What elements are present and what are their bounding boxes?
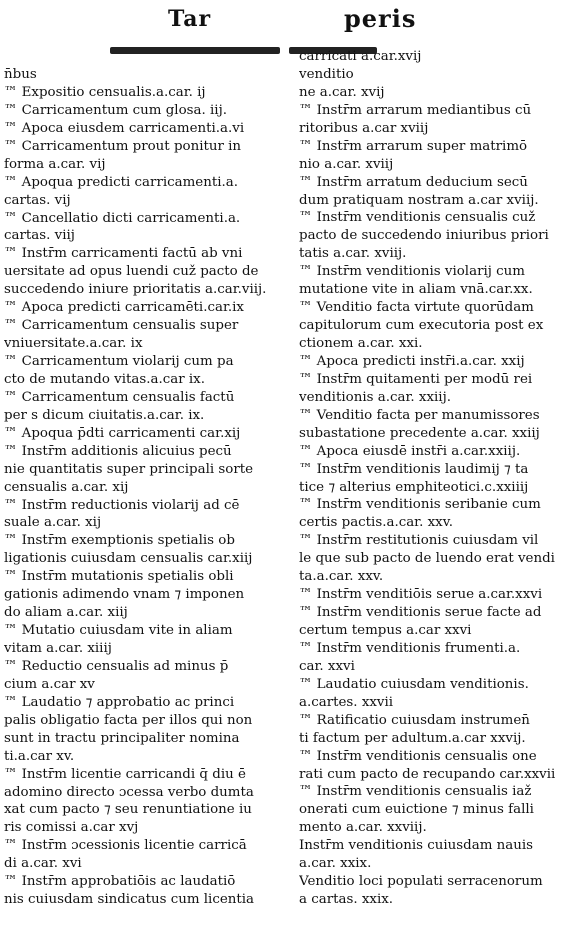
index-line: ™ Instr̄m quitamenti per modū rei (299, 371, 533, 387)
index-line: ligationis cuiusdam censualis car.xiij (4, 551, 253, 567)
index-line: ™ Mutatio cuiusdam vite in aliam (4, 623, 233, 639)
index-line: nio a.car. xviij (299, 156, 394, 172)
index-line: ta.a.car. xxv. (299, 569, 384, 585)
header-left: Tar (168, 6, 212, 32)
index-line: capitulorum cum executoria post ex (299, 318, 544, 334)
index-line: ™ Instr̄m venditiōis serue a.car.xxvi (299, 587, 543, 603)
index-line: n̄bus (4, 67, 37, 82)
index-line: a.cartes. xxvii (299, 694, 394, 710)
index-line: ™ Instr̄m venditionis seribanie cum (299, 497, 541, 513)
index-line: vniuersitate.a.car. ix (4, 336, 143, 352)
index-line: venditio (299, 66, 354, 82)
ink-smear (110, 47, 280, 54)
index-line: ™ Ratificatio cuiusdam instrumen̄ (299, 712, 530, 728)
header-right: peris (344, 4, 417, 33)
index-line: ™ Venditio facta virtute quorūdam (299, 300, 534, 316)
index-line: Venditio loci populati serracenorum (299, 874, 543, 890)
index-line: succedendo iniure prioritatis a.car.viij. (4, 282, 267, 298)
index-line: a cartas. xxix. (299, 892, 394, 908)
index-line: ™ Expositio censualis.a.car. ij (4, 84, 206, 100)
index-line: ™ Instr̄m reductionis violarij ad cē (4, 497, 240, 513)
index-line: pacto de succedendo iniuribus priori (299, 228, 549, 244)
index-line: ™ Instr̄m ɔcessionis licentie carricā (4, 838, 247, 854)
index-line: ™ Instr̄m licentie carricandi q̄ diu ē (4, 766, 246, 782)
index-line: ritoribus a.car xviij (299, 120, 429, 136)
index-line: certum tempus a.car xxvi (299, 623, 472, 638)
index-line: adomino directo ɔcessa verbo dumta (4, 784, 254, 800)
index-line: car. xxvi (299, 658, 355, 674)
index-line: ™ Instr̄m arrarum super matrimō (299, 138, 528, 154)
index-line: carricati a.car.xvij (299, 49, 422, 64)
index-line: ™ Instr̄m exemptionis spetialis ob (4, 533, 235, 549)
index-line: ™ Instr̄m venditionis censualis iaž (299, 784, 532, 800)
index-line: Instr̄m venditionis cuiusdam nauis (299, 838, 534, 854)
index-line: xat cum pacto ⁊ seu renuntiatione iu (4, 802, 252, 818)
index-line: ™ Instr̄m approbatiōis ac laudatiō (4, 874, 236, 890)
index-line: cium a.car xv (4, 676, 95, 692)
index-line: ™ Instr̄m arratum deducium secū (299, 174, 528, 190)
index-line: ™ Instr̄m venditionis censualis one (299, 748, 537, 764)
index-line: nie quantitatis super principali sorte (4, 461, 254, 477)
index-line: le que sub pacto de luendo erat vendi (299, 551, 555, 567)
index-line: mutatione vite in aliam vnā.car.xx. (299, 282, 533, 298)
index-line: cto de mutando vitas.a.car ix. (4, 371, 205, 387)
index-line: ne a.car. xvij (299, 84, 385, 100)
index-line: venditionis a.car. xxiij. (299, 389, 451, 405)
index-line: ™ Instr̄m venditionis laudimij ⁊ ta (299, 461, 529, 477)
index-line: gationis adimendo vnam ⁊ imponen (4, 587, 245, 603)
index-line: forma a.car. vij (4, 156, 106, 172)
index-line: ti factum per adultum.a.car xxvij. (299, 730, 526, 746)
index-line: di a.car. xvi (4, 856, 82, 872)
index-line: palis obligatio facta per illos qui non (4, 712, 253, 728)
index-line: rati cum pacto de recupando car.xxvii (299, 766, 556, 782)
left-column (4, 66, 280, 909)
index-line: ™ Apoqua predicti carricamenti.a. (4, 174, 239, 190)
index-line: ™ Instr̄m carricamenti factū ab vni (4, 246, 243, 262)
index-line: cartas. viij (4, 228, 75, 244)
index-line: onerati cum euictione ⁊ minus falli (299, 802, 534, 818)
index-line: subastatione precedente a.car. xxiij (299, 425, 540, 441)
index-line: ™ Carricamentum censualis factū (4, 389, 235, 405)
index-line: ™ Cancellatio dicti carricamenti.a. (4, 210, 241, 226)
running-header (0, 4, 585, 33)
index-line: ™ Instr̄m arrarum mediantibus cū (299, 102, 532, 118)
index-line: ™ Apoqua p̄dti carricamenti car.xij (4, 425, 241, 441)
index-line: ™ Carricamentum censualis super (4, 318, 239, 334)
index-line: ™ Venditio facta per manumissores (299, 407, 540, 423)
index-line: sunt in tractu principaliter nomina (4, 730, 240, 746)
index-line: tatis a.car. xviij. (299, 246, 407, 262)
index-line: ™ Instr̄m venditionis serue facte ad (299, 605, 542, 621)
index-line: ™ Laudatio cuiusdam venditionis. (299, 676, 529, 692)
index-line: cartas. vij (4, 192, 71, 208)
index-line: per s dicum ciuitatis.a.car. ix. (4, 407, 205, 423)
index-line: ™ Instr̄m additionis alicuius pecū (4, 443, 232, 459)
index-line: a.car. xxix. (299, 856, 372, 872)
index-line: ™ Instr̄m restitutionis cuiusdam vil (299, 533, 539, 549)
index-line: ™ Instr̄m venditionis censualis cuž (299, 210, 536, 226)
index-line: ™ Apoca eiusdem carricamenti.a.vi (4, 120, 245, 136)
index-line: censualis a.car. xij (4, 479, 129, 495)
index-line: ™ Carricamentum violarij cum pa (4, 354, 234, 369)
index-line: do aliam a.car. xiij (4, 605, 128, 621)
index-line: ™ Apoca eiusdē instr̄i a.car.xxiij. (299, 443, 521, 459)
index-line: ™ Apoca predicti carricamēti.car.ix (4, 300, 244, 316)
index-line: ™ Reductio censualis ad minus p̄ (4, 658, 229, 674)
index-line: uersitate ad opus luendi cuž pacto de (4, 264, 259, 280)
index-line: ™ Instr̄m mutationis spetialis obli (4, 569, 234, 585)
index-line: certis pactis.a.car. xxv. (299, 515, 453, 531)
index-line: ctionem a.car. xxi. (299, 336, 423, 351)
index-line: ™ Carricamentum prout ponitur in (4, 138, 242, 154)
index-line: dum pratiquam nostram a.car xviij. (299, 192, 539, 208)
index-line: ris comissi a.car xvj (4, 820, 139, 836)
right-column (299, 48, 575, 909)
index-line: vitam a.car. xiiij (4, 641, 112, 656)
index-line: suale a.car. xij (4, 515, 102, 531)
index-line: nis cuiusdam sindicatus cum licentia (4, 892, 255, 908)
index-line: ™ Instr̄m venditionis violarij cum (299, 264, 525, 280)
index-line: ™ Instr̄m venditionis frumenti.a. (299, 640, 521, 656)
index-line: mento a.car. xxviij. (299, 820, 427, 836)
index-line: ™ Laudatio ⁊ approbatio ac princi (4, 694, 235, 710)
index-line: tice ⁊ alterius emphiteotici.c.xxiiij (299, 479, 529, 495)
index-line: ™ Apoca predicti instr̄i.a.car. xxij (299, 353, 525, 369)
index-line: ti.a.car xv. (4, 748, 75, 764)
index-line: ™ Carricamentum cum glosa. iij. (4, 102, 227, 118)
